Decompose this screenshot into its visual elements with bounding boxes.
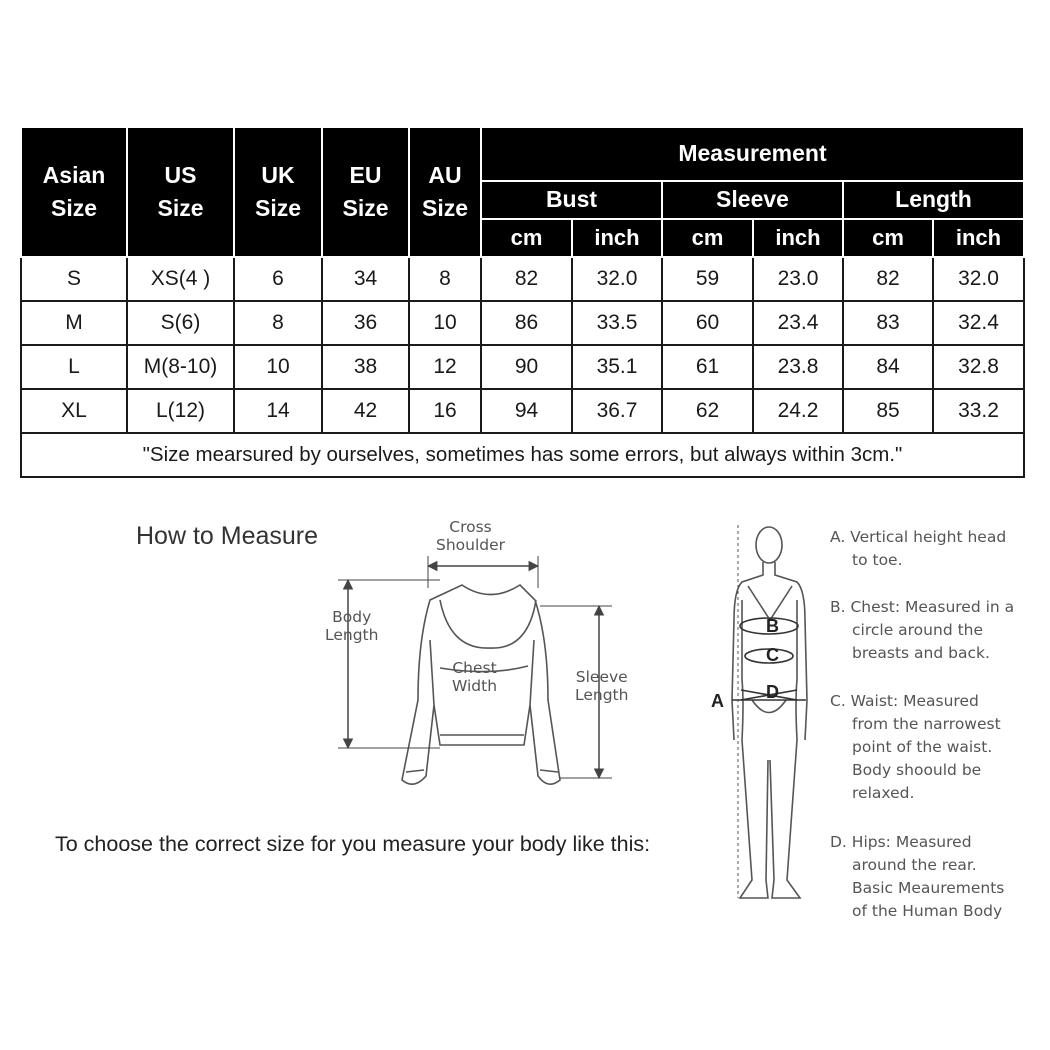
table-cell: 23.8 <box>753 345 843 389</box>
header-bust: Bust <box>481 181 662 219</box>
cross-shoulder-label: Cross Shoulder <box>436 518 506 554</box>
header-measurement: Measurement <box>481 127 1024 181</box>
table-cell: XS(4 ) <box>127 257 234 301</box>
header-us-size: US Size <box>127 127 234 257</box>
table-cell: 60 <box>662 301 753 345</box>
header-unit: cm <box>662 219 753 257</box>
table-cell: L(12) <box>127 389 234 433</box>
table-cell: 6 <box>234 257 322 301</box>
table-cell: L <box>21 345 127 389</box>
header-sleeve: Sleeve <box>662 181 843 219</box>
table-cell: 14 <box>234 389 322 433</box>
table-cell: 33.2 <box>933 389 1024 433</box>
table-cell: 59 <box>662 257 753 301</box>
table-cell: S(6) <box>127 301 234 345</box>
table-cell: 36.7 <box>572 389 662 433</box>
table-note: "Size mearsured by ourselves, sometimes has some errors, but always within 3cm." <box>21 433 1024 477</box>
header-length: Length <box>843 181 1024 219</box>
chest-width-label: Chest Width <box>452 659 498 695</box>
measure-instruction: To choose the correct size for you measure your body like this: <box>55 832 651 856</box>
table-cell: 32.0 <box>933 257 1024 301</box>
table-cell: M(8-10) <box>127 345 234 389</box>
table-cell: 12 <box>409 345 481 389</box>
table-cell: 82 <box>481 257 572 301</box>
table-cell: 38 <box>322 345 409 389</box>
table-cell: 10 <box>409 301 481 345</box>
table-cell: 61 <box>662 345 753 389</box>
header-uk-size: UK Size <box>234 127 322 257</box>
table-cell: 23.0 <box>753 257 843 301</box>
table-cell: 8 <box>409 257 481 301</box>
table-cell: 82 <box>843 257 933 301</box>
legend-item-b: B. Chest: Measured in a circle around the breasts and back. <box>830 598 1015 662</box>
body-figure-drawing <box>732 527 807 898</box>
table-cell: 10 <box>234 345 322 389</box>
table-cell: 35.1 <box>572 345 662 389</box>
table-cell: 83 <box>843 301 933 345</box>
table-cell: 33.5 <box>572 301 662 345</box>
table-cell: 85 <box>843 389 933 433</box>
body-length-label: Body Length <box>325 608 379 644</box>
table-cell: 16 <box>409 389 481 433</box>
table-cell: 32.4 <box>933 301 1024 345</box>
legend-item-a: A. Vertical height head to toe. <box>830 528 1007 569</box>
table-cell: 86 <box>481 301 572 345</box>
header-au-size: AU Size <box>409 127 481 257</box>
table-cell: 32.8 <box>933 345 1024 389</box>
table-cell: 62 <box>662 389 753 433</box>
table-cell: M <box>21 301 127 345</box>
table-cell: 34 <box>322 257 409 301</box>
body-letter-b: B <box>766 616 779 636</box>
table-cell: 32.0 <box>572 257 662 301</box>
table-cell: 84 <box>843 345 933 389</box>
table-cell: S <box>21 257 127 301</box>
body-letter-c: C <box>766 645 779 665</box>
legend-item-d: D. Hips: Measured around the rear. Basic Meaurements of the Human Body <box>830 833 1005 920</box>
table-cell: 24.2 <box>753 389 843 433</box>
body-letter-d: D <box>766 682 779 702</box>
header-eu-size: EU Size <box>322 127 409 257</box>
how-to-measure-title: How to Measure <box>136 522 319 550</box>
table-cell: 23.4 <box>753 301 843 345</box>
header-unit: inch <box>753 219 843 257</box>
header-unit: inch <box>572 219 662 257</box>
header-unit: cm <box>843 219 933 257</box>
table-cell: 90 <box>481 345 572 389</box>
table-cell: 42 <box>322 389 409 433</box>
body-letter-a: A <box>711 691 724 711</box>
table-cell: 8 <box>234 301 322 345</box>
table-cell: 36 <box>322 301 409 345</box>
table-cell: 94 <box>481 389 572 433</box>
header-asian-size: Asian Size <box>21 127 127 257</box>
sleeve-length-label: Sleeve Length <box>575 668 629 704</box>
table-cell: XL <box>21 389 127 433</box>
header-unit: cm <box>481 219 572 257</box>
legend-item-c: C. Waist: Measured from the narrowest point of the waist. Body shoould be relaxed. <box>830 692 1001 802</box>
header-unit: inch <box>933 219 1024 257</box>
